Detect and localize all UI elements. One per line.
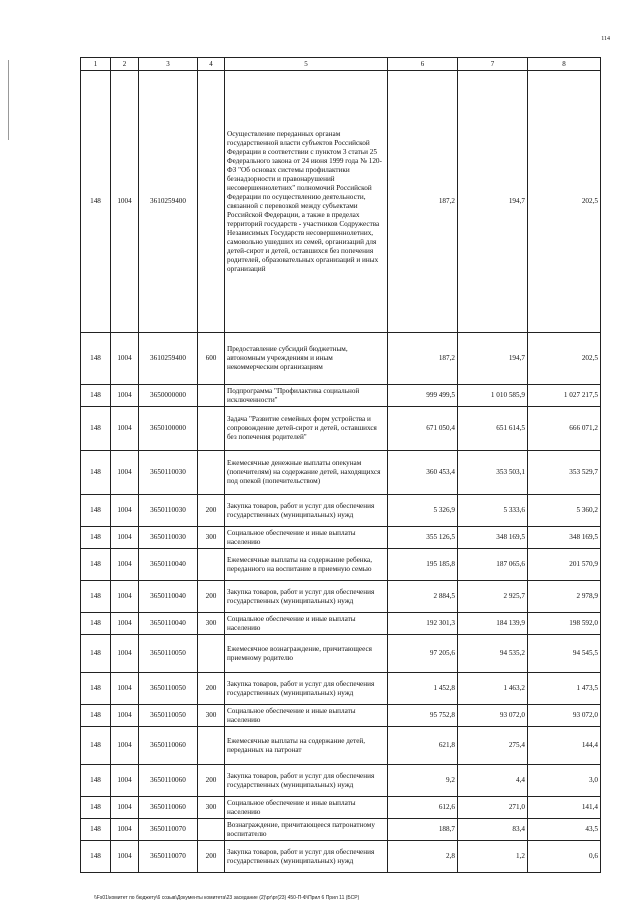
cell-col5: Задача "Развитие семейных форм устройства и сопровождение детей-сирот и детей, оставшихся без попечения родителей" — [225, 407, 388, 451]
cell-col1: 148 — [81, 765, 111, 797]
cell-col1: 148 — [81, 407, 111, 451]
cell-col4: 300 — [198, 613, 225, 635]
cell-col5: Закупка товаров, работ и услуг для обеспечения государственных (муниципальных) нужд — [225, 673, 388, 705]
cell-col5: Закупка товаров, работ и услуг для обеспечения государственных (муниципальных) нужд — [225, 841, 388, 873]
cell-col7: 194,7 — [458, 71, 528, 333]
cell-col3: 3650110040 — [139, 613, 198, 635]
cell-col2: 1004 — [111, 451, 139, 495]
cell-col2: 1004 — [111, 673, 139, 705]
table-row — [81, 451, 601, 495]
cell-col5: Ежемесячные выплаты на содержание ребенка, переданного на воспитание в приемную семью — [225, 549, 388, 581]
cell-col5: Закупка товаров, работ и услуг для обеспечения государственных (муниципальных) нужд — [225, 765, 388, 797]
cell-col7: 1 463,2 — [458, 673, 528, 705]
header-cell: 5 — [225, 58, 388, 71]
cell-col3: 3650110060 — [139, 797, 198, 819]
cell-col7: 353 503,1 — [458, 451, 528, 495]
cell-col1: 148 — [81, 549, 111, 581]
cell-col5: Социальное обеспечение и иные выплаты населению — [225, 797, 388, 819]
header-cell: 3 — [139, 58, 198, 71]
cell-col4: 200 — [198, 765, 225, 797]
cell-col3: 3650110060 — [139, 727, 198, 765]
table-row — [81, 797, 601, 819]
cell-col1: 148 — [81, 705, 111, 727]
cell-col6: 621,8 — [388, 727, 458, 765]
cell-col6: 612,6 — [388, 797, 458, 819]
cell-col6: 187,2 — [388, 71, 458, 333]
cell-col8: 141,4 — [528, 797, 601, 819]
budget-table — [80, 57, 601, 873]
table-row — [81, 705, 601, 727]
cell-col5: Ежемесячное вознаграждение, причитающееся приемному родителю — [225, 635, 388, 673]
cell-col4: 600 — [198, 333, 225, 385]
cell-col4: 200 — [198, 673, 225, 705]
cell-col2: 1004 — [111, 71, 139, 333]
cell-col1: 148 — [81, 841, 111, 873]
file-path-footer: \\Fs01\комитет по бюджету\6 созыв\Документы комитета\23 заседание (2)\рг\рг(23) 450-П-Ф\Прил 6 Прил 11 (БСР) — [94, 895, 360, 901]
cell-col6: 195 185,8 — [388, 549, 458, 581]
cell-col8: 43,5 — [528, 819, 601, 841]
cell-col7: 271,0 — [458, 797, 528, 819]
cell-col7: 2 925,7 — [458, 581, 528, 613]
cell-col3: 3650110050 — [139, 673, 198, 705]
cell-col4 — [198, 385, 225, 407]
cell-col5: Предоставление субсидий бюджетным, автономным учреждениям и иным некоммерческим организациям — [225, 333, 388, 385]
cell-col1: 148 — [81, 819, 111, 841]
cell-col6: 95 752,8 — [388, 705, 458, 727]
cell-col1: 148 — [81, 727, 111, 765]
page-number: 114 — [601, 36, 610, 42]
cell-col5: Ежемесячные выплаты на содержание детей, переданных на патронат — [225, 727, 388, 765]
cell-col3: 3650110030 — [139, 527, 198, 549]
cell-col5: Осуществление переданных органам государственной власти субъектов Российской Федерации в соответствии с пунктом 3 статьи 25 Федерального закона от 24 июня 1999 года № 120-ФЗ "Об основах системы профилактики безнадзорности и правонарушений несовершеннолетних" полномочий Российской Федерации по осуществлению деятельности, связанной с перевозкой между субъектами Российской Федерации, а также в пределах территорий государств - участников Содружества Независимых Государств несовершеннолетних, самовольно ушедших из семей, организаций для детей-сирот и детей, оставшихся без попечения родителей, образовательных организаций и иных организаций — [225, 71, 388, 333]
cell-col4: 200 — [198, 581, 225, 613]
cell-col1: 148 — [81, 495, 111, 527]
cell-col1: 148 — [81, 385, 111, 407]
table-row — [81, 527, 601, 549]
cell-col5: Социальное обеспечение и иные выплаты населению — [225, 613, 388, 635]
cell-col8: 94 545,5 — [528, 635, 601, 673]
cell-col2: 1004 — [111, 797, 139, 819]
cell-col7: 5 333,6 — [458, 495, 528, 527]
cell-col5: Социальное обеспечение и иные выплаты населению — [225, 527, 388, 549]
cell-col1: 148 — [81, 451, 111, 495]
cell-col4 — [198, 819, 225, 841]
cell-col3: 3650110070 — [139, 841, 198, 873]
cell-col4 — [198, 635, 225, 673]
cell-col2: 1004 — [111, 819, 139, 841]
cell-col6: 2 884,5 — [388, 581, 458, 613]
cell-col1: 148 — [81, 797, 111, 819]
cell-col1: 148 — [81, 581, 111, 613]
table-row — [81, 727, 601, 765]
table-row — [81, 495, 601, 527]
cell-col4 — [198, 407, 225, 451]
cell-col4: 300 — [198, 797, 225, 819]
cell-col6: 97 205,6 — [388, 635, 458, 673]
cell-col8: 93 072,0 — [528, 705, 601, 727]
cell-col2: 1004 — [111, 841, 139, 873]
cell-col5: Подпрограмма "Профилактика социальной исключенности" — [225, 385, 388, 407]
cell-col8: 202,5 — [528, 333, 601, 385]
table-row — [81, 581, 601, 613]
cell-col7: 651 614,5 — [458, 407, 528, 451]
cell-col3: 3650110050 — [139, 705, 198, 727]
table-row — [81, 765, 601, 797]
cell-col2: 1004 — [111, 705, 139, 727]
cell-col3: 3650100000 — [139, 407, 198, 451]
cell-col4: 300 — [198, 705, 225, 727]
cell-col7: 94 535,2 — [458, 635, 528, 673]
cell-col8: 5 360,2 — [528, 495, 601, 527]
table-row — [81, 407, 601, 451]
cell-col3: 3610259400 — [139, 333, 198, 385]
cell-col6: 355 126,5 — [388, 527, 458, 549]
cell-col6: 671 050,4 — [388, 407, 458, 451]
cell-col8: 1 027 217,5 — [528, 385, 601, 407]
cell-col8: 2 978,9 — [528, 581, 601, 613]
header-cell: 4 — [198, 58, 225, 71]
cell-col2: 1004 — [111, 495, 139, 527]
table-row — [81, 819, 601, 841]
cell-col2: 1004 — [111, 765, 139, 797]
cell-col8: 353 529,7 — [528, 451, 601, 495]
cell-col8: 3,0 — [528, 765, 601, 797]
cell-col1: 148 — [81, 333, 111, 385]
cell-col2: 1004 — [111, 333, 139, 385]
cell-col3: 3610259400 — [139, 71, 198, 333]
cell-col8: 666 071,2 — [528, 407, 601, 451]
table-row — [81, 635, 601, 673]
table-row — [81, 71, 601, 333]
cell-col8: 348 169,5 — [528, 527, 601, 549]
cell-col7: 348 169,5 — [458, 527, 528, 549]
cell-col3: 3650000000 — [139, 385, 198, 407]
cell-col8: 202,5 — [528, 71, 601, 333]
table-row — [81, 385, 601, 407]
cell-col7: 184 139,9 — [458, 613, 528, 635]
cell-col2: 1004 — [111, 549, 139, 581]
cell-col5: Ежемесячные денежные выплаты опекунам (попечителям) на содержание детей, находящихся под опекой (попечительством) — [225, 451, 388, 495]
cell-col8: 1 473,5 — [528, 673, 601, 705]
cell-col8: 198 592,0 — [528, 613, 601, 635]
cell-col2: 1004 — [111, 385, 139, 407]
header-cell: 2 — [111, 58, 139, 71]
cell-col2: 1004 — [111, 613, 139, 635]
cell-col1: 148 — [81, 635, 111, 673]
cell-col3: 3650110030 — [139, 495, 198, 527]
table-row — [81, 333, 601, 385]
cell-col4 — [198, 727, 225, 765]
cell-col6: 187,2 — [388, 333, 458, 385]
cell-col5: Социальное обеспечение и иные выплаты населению — [225, 705, 388, 727]
cell-col5: Закупка товаров, работ и услуг для обеспечения государственных (муниципальных) нужд — [225, 581, 388, 613]
cell-col6: 1 452,8 — [388, 673, 458, 705]
table-row — [81, 613, 601, 635]
cell-col3: 3650110070 — [139, 819, 198, 841]
scan-margin-mark — [8, 60, 9, 140]
cell-col3: 3650110050 — [139, 635, 198, 673]
cell-col6: 188,7 — [388, 819, 458, 841]
cell-col4: 300 — [198, 527, 225, 549]
cell-col3: 3650110060 — [139, 765, 198, 797]
cell-col8: 144,4 — [528, 727, 601, 765]
cell-col7: 187 065,6 — [458, 549, 528, 581]
cell-col2: 1004 — [111, 635, 139, 673]
cell-col2: 1004 — [111, 581, 139, 613]
cell-col2: 1004 — [111, 527, 139, 549]
header-cell: 6 — [388, 58, 458, 71]
cell-col1: 148 — [81, 673, 111, 705]
cell-col4: 200 — [198, 841, 225, 873]
cell-col6: 2,8 — [388, 841, 458, 873]
cell-col7: 1,2 — [458, 841, 528, 873]
cell-col7: 83,4 — [458, 819, 528, 841]
cell-col1: 148 — [81, 613, 111, 635]
cell-col1: 148 — [81, 527, 111, 549]
cell-col8: 201 570,9 — [528, 549, 601, 581]
cell-col6: 360 453,4 — [388, 451, 458, 495]
cell-col6: 9,2 — [388, 765, 458, 797]
table-row — [81, 841, 601, 873]
cell-col8: 0,6 — [528, 841, 601, 873]
cell-col4 — [198, 451, 225, 495]
cell-col6: 192 301,3 — [388, 613, 458, 635]
cell-col5: Закупка товаров, работ и услуг для обеспечения государственных (муниципальных) нужд — [225, 495, 388, 527]
header-row — [81, 58, 601, 71]
cell-col4 — [198, 71, 225, 333]
cell-col7: 93 072,0 — [458, 705, 528, 727]
header-cell: 8 — [528, 58, 601, 71]
cell-col2: 1004 — [111, 407, 139, 451]
cell-col6: 999 499,5 — [388, 385, 458, 407]
cell-col7: 1 010 585,9 — [458, 385, 528, 407]
cell-col6: 5 326,9 — [388, 495, 458, 527]
cell-col7: 194,7 — [458, 333, 528, 385]
cell-col2: 1004 — [111, 727, 139, 765]
cell-col3: 3650110040 — [139, 581, 198, 613]
cell-col1: 148 — [81, 71, 111, 333]
cell-col7: 275,4 — [458, 727, 528, 765]
cell-col7: 4,4 — [458, 765, 528, 797]
cell-col3: 3650110030 — [139, 451, 198, 495]
table-row — [81, 673, 601, 705]
table-row — [81, 549, 601, 581]
header-cell: 1 — [81, 58, 111, 71]
header-cell: 7 — [458, 58, 528, 71]
cell-col5: Вознаграждение, причитающееся патронатному воспитателю — [225, 819, 388, 841]
cell-col4: 200 — [198, 495, 225, 527]
cell-col4 — [198, 549, 225, 581]
cell-col3: 3650110040 — [139, 549, 198, 581]
